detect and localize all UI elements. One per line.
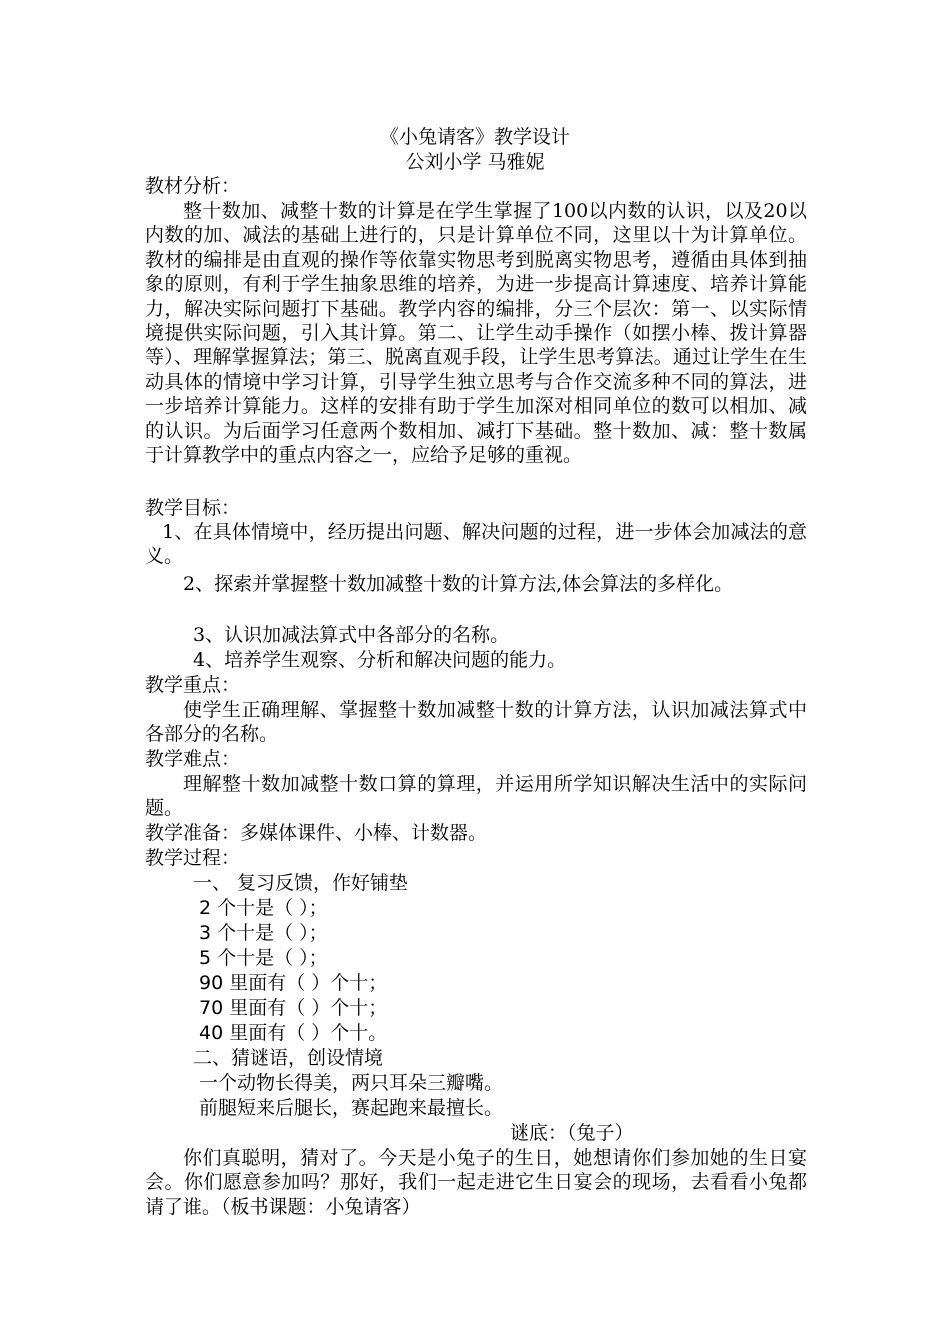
riddle-line-1: 一个动物长得美，两只耳朵三瓣嘴。: [199, 1072, 504, 1094]
difficulty-heading: 教学难点：: [145, 748, 241, 770]
preparation-line: 教学准备：多媒体课件、小棒、计数器。: [145, 822, 488, 844]
goals-heading: 教学目标：: [145, 497, 241, 519]
review-item: 5 个十是（ ）；: [199, 947, 328, 969]
review-item: 40 里面有（ ）个十。: [199, 1022, 388, 1044]
step-2-title: 二、猜谜语，创设情境: [193, 1047, 384, 1069]
review-item: 90 里面有（ ）个十；: [199, 972, 388, 994]
analysis-paragraph: 整十数加、减整十数的计算是在学生掌握了100以内数的认识，以及20以内数的加、减法的基础上进行的，只是计算单位不同，这里以十为计算单位。教材的编排是由直观的操作等依靠实物思考到脱离实物思考，遵循由具体到抽象的原则，有利于学生抽象思维的培养，为进一步提高计算速度、培养计算能力，解决实际问题打下基础。教学内容的编排，分三个层次：第一、以实际情境提供实际问题，引入其计算。第二、让学生动手操作（如摆小棒、拨计算器等）、理解掌握算法；第三、脱离直观手段，让学生思考算法。通过让学生在生动具体的情境中学习计算，引导学生独立思考与合作交流多种不同的算法，进一步培养计算能力。这样的安排有助于学生加深对相同单位的数可以相加、减的认识。为后面学习任意两个数相加、减打下基础。整十数加、减：整十数属于计算教学中的重点内容之一，应给予足够的重视。: [145, 200, 807, 467]
review-item: 3 个十是（ ）；: [199, 922, 328, 944]
goal-item-2: 2、探索并掌握整十数加减整十数的计算方法,体会算法的多样化。: [183, 573, 734, 595]
document-author: 公刘小学 马雅妮: [405, 151, 545, 173]
difficulty-paragraph: 理解整十数加减整十数口算的算理，并运用所学知识解决生活中的实际问题。: [145, 773, 807, 819]
goal-item-3: 3、认识加减法算式中各部分的名称。: [193, 624, 510, 646]
closing-paragraph: 你们真聪明，猜对了。今天是小兔子的生日，她想请你们参加她的生日宴会。你们愿意参加吗？那好，我们一起走进它生日宴会的现场，去看看小兔都请了谁。（板书课题：小兔请客）: [145, 1147, 807, 1218]
step-1-title: 一、 复习反馈，作好铺垫: [193, 872, 409, 894]
riddle-answer: 谜底：（兔子）: [510, 1122, 634, 1144]
analysis-heading: 教材分析：: [145, 175, 241, 197]
document-title: 《小兔请客》教学设计: [379, 126, 570, 148]
goal-item-4: 4、培养学生观察、分析和解决问题的能力。: [193, 649, 567, 671]
goal-item-1: 1、在具体情境中，经历提出问题、解决问题的过程，进一步体会加减法的意义。: [145, 521, 807, 567]
riddle-line-2: 前腿短来后腿长，赛起跑来最擅长。: [199, 1097, 504, 1119]
review-item: 70 里面有（ ）个十；: [199, 997, 388, 1019]
process-heading: 教学过程：: [145, 847, 241, 869]
key-points-heading: 教学重点：: [145, 674, 241, 696]
key-points-paragraph: 使学生正确理解、掌握整十数加减整十数的计算方法，认识加减法算式中各部分的名称。: [145, 699, 807, 745]
review-item: 2 个十是（ ）；: [199, 897, 328, 919]
